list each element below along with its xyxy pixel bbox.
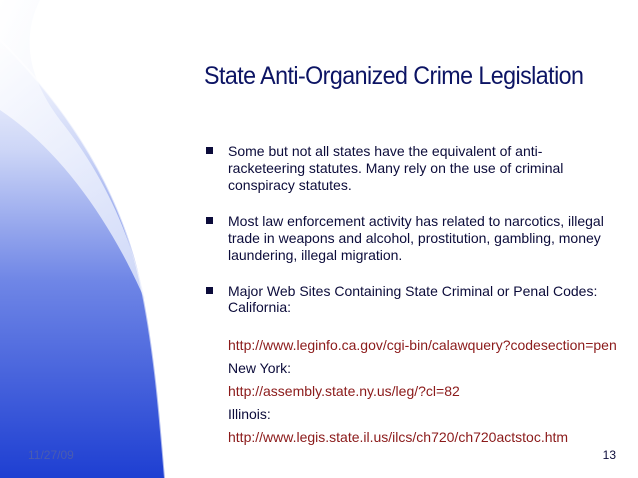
- square-bullet-icon: [206, 217, 213, 224]
- state-code-links: [228, 296, 632, 449]
- california-label: California:: [228, 299, 292, 315]
- bullet-line: racketeering statutes. Many rely on the use of criminal: [228, 160, 564, 176]
- slide-title: State Anti-Organized Crime Legislation: [204, 62, 584, 90]
- page-number: 13: [602, 448, 616, 462]
- bullet-item: [206, 143, 626, 194]
- bullet-line: conspiracy statutes.: [228, 177, 352, 193]
- new-york-link[interactable]: http://assembly.state.ny.us/leg/?cl=82: [228, 383, 460, 399]
- bullet-line: Major Web Sites Containing State Criminal or Penal Codes:: [228, 283, 598, 299]
- california-link[interactable]: http://www.leginfo.ca.gov/cgi-bin/calawquery?codesection=pen: [228, 337, 617, 353]
- square-bullet-icon: [206, 287, 213, 294]
- bullet-line: laundering, illegal migration.: [228, 247, 403, 263]
- footer-date: 11/27/09: [28, 448, 74, 462]
- bullet-list: [206, 143, 626, 300]
- illinois-link[interactable]: http://www.legis.state.il.us/ilcs/ch720/ch720actstoc.htm: [228, 429, 569, 445]
- spacer: [228, 319, 632, 334]
- square-bullet-icon: [206, 147, 213, 154]
- bullet-line: trade in weapons and alcohol, prostitution, gambling, money: [228, 230, 601, 246]
- new-york-label: New York:: [228, 360, 292, 376]
- bullet-line: Some but not all states have the equivalent of anti-: [228, 143, 543, 159]
- bullet-line: Most law enforcement activity has related to narcotics, illegal: [228, 213, 604, 229]
- bullet-item: [206, 213, 626, 264]
- illinois-label: Illinois:: [228, 406, 271, 422]
